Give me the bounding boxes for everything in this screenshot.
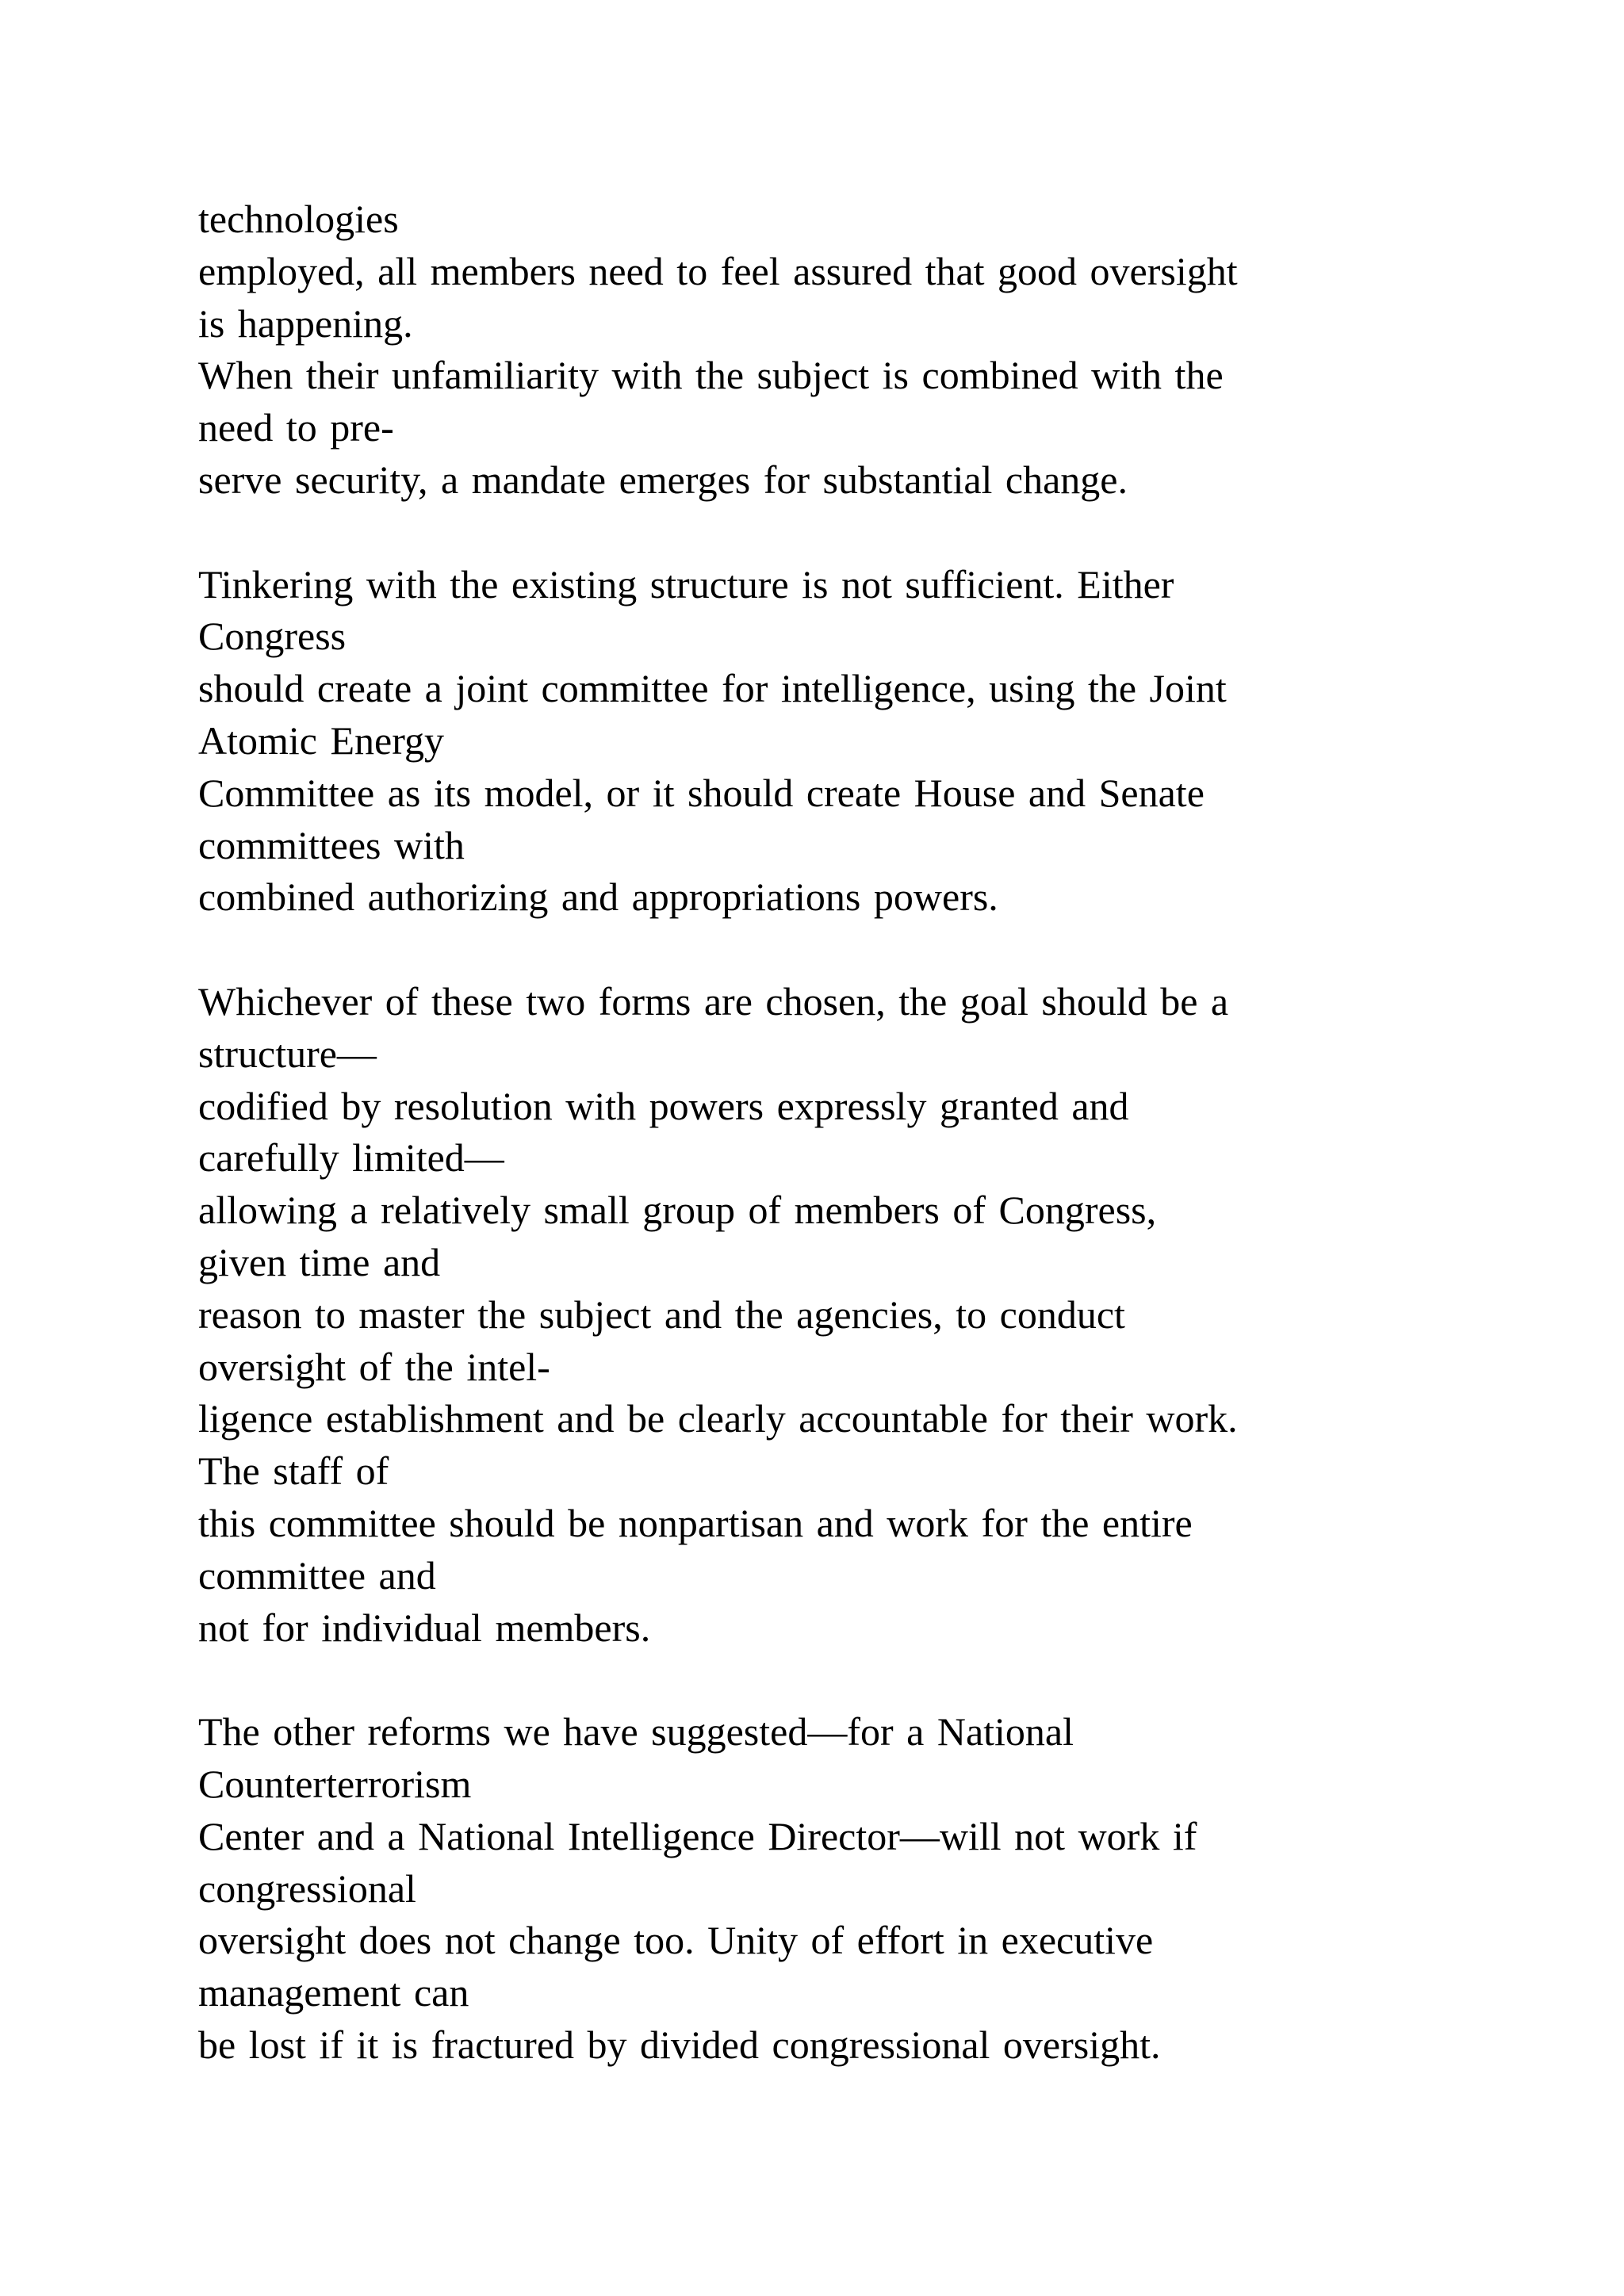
text-line: given time and (198, 1239, 441, 1284)
text-line: should create a joint committee for intelligence, using the Joint (198, 666, 1227, 711)
text-line: ligence establishment and be clearly accountable for their work. (198, 1396, 1238, 1441)
text-line: codified by resolution with powers expressly granted and (198, 1083, 1129, 1128)
text-line: congressional (198, 1866, 416, 1911)
text-line: Tinkering with the existing structure is not sufficient. Either (198, 561, 1174, 607)
paragraph-spacer (198, 1654, 1546, 1706)
text-line: technologies (198, 197, 399, 241)
text-line: employed, all members need to feel assured that good oversight (198, 248, 1238, 293)
text-line: Committee as its model, or it should create House and Senate (198, 770, 1205, 815)
text-line: reason to master the subject and the agencies, to conduct (198, 1292, 1125, 1337)
text-line: committee and (198, 1552, 436, 1598)
text-line: The staff of (198, 1448, 389, 1494)
text-line: oversight of the intel- (198, 1344, 550, 1389)
text-line: serve security, a mandate emerges for substantial change. (198, 457, 1128, 502)
text-line: carefully limited— (198, 1135, 504, 1181)
text-line: be lost if it is fractured by divided congressional oversight. (198, 2022, 1161, 2067)
text-line: structure— (198, 1031, 377, 1076)
text-line: management can (198, 1970, 469, 2015)
text-line: When their unfamiliarity with the subject is combined with the (198, 353, 1224, 398)
text-line: allowing a relatively small group of members of Congress, (198, 1188, 1157, 1233)
paragraph-spacer (198, 924, 1546, 976)
text-line: Congress (198, 614, 347, 659)
text-line: is happening. (198, 300, 413, 346)
text-line: need to pre- (198, 405, 394, 450)
text-line: Center and a National Intelligence Director—will not work if (198, 1813, 1197, 1858)
paragraph-3 (198, 976, 1546, 1654)
text-line: combined authorizing and appropriations powers. (198, 874, 998, 920)
text-line: committees with (198, 822, 465, 867)
text-line: Whichever of these two forms are chosen, the goal should be a (198, 978, 1229, 1024)
text-line: The other reforms we have suggested—for a National (198, 1709, 1074, 1755)
paragraph-spacer (198, 507, 1546, 559)
text-line: Counterterrorism (198, 1761, 472, 1806)
body-text (198, 193, 1546, 2072)
paragraph-4 (198, 1706, 1546, 2072)
paragraph-2 (198, 559, 1546, 924)
text-line: not for individual members. (198, 1605, 651, 1650)
text-line: Atomic Energy (198, 718, 444, 763)
text-line: this committee should be nonpartisan and work for the entire (198, 1500, 1193, 1545)
text-line: oversight does not change too. Unity of effort in executive (198, 1918, 1154, 1963)
paragraph-1 (198, 193, 1546, 507)
